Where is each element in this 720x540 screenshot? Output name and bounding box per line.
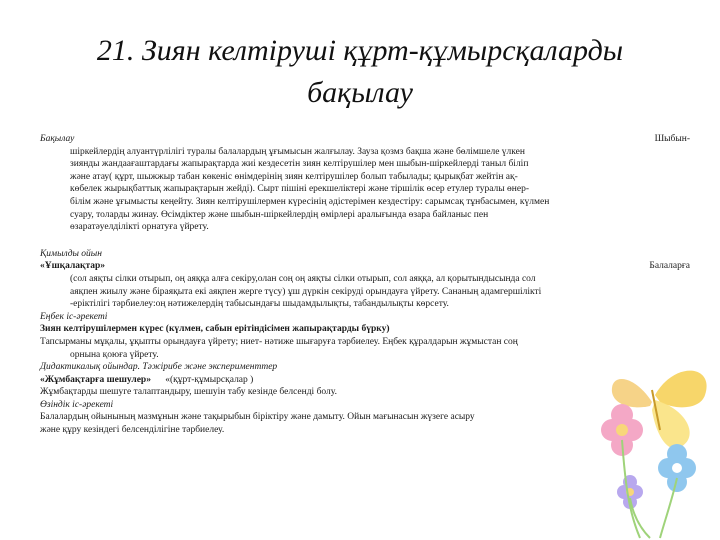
observation-line: көбелек жырықбаттық жапырақтарын жейді). Сырт пішіні ерекшеліктері және тіршілік өсер етулер туралы өнер- xyxy=(70,184,529,195)
blue-flower-icon xyxy=(658,444,696,492)
independent-line: Балалардың ойынының мазмұнын және тақырыбын біріктіру және дамыту. Ойын мағынасын жүзеге асыру xyxy=(40,412,475,423)
title-line-2: бақылау xyxy=(307,76,413,109)
movement-game-line: -еріктілігі тәрбиелеу:оң нәтижелердің табысындағы шыдамдылықты, табандылықты көрсету. xyxy=(70,299,449,310)
observation-line: және атау( құрт, шыжжыр табан көкеніс өнімдерінің зиян келтірушілер болып табылады; қырықбат жейтін ақ- xyxy=(70,171,518,182)
observation-line: білім және ұғымысты кеңейту. Зиян келтірушілермен күресінің әдістерімен кездестіру: сарымсақ тұнбасымен, күлмен xyxy=(70,196,550,207)
observation-label: Бақылау xyxy=(40,134,75,144)
movement-game-line: аяқпен жиылу және біраяқыта екі аяқпен жерге түсу) ұш дүркін секіруді орындауға үйрету. Сананың адамгершілікті xyxy=(70,286,542,297)
document-body xyxy=(40,133,690,437)
movement-game-line: (сол аяқты сілки отырып, оң аяққа алға секіру,олан соң оң аяқты сілки отырып, сол аяққа, ал қорытындысында сол xyxy=(70,273,536,284)
didactic-game-row xyxy=(40,374,690,387)
movement-game-row xyxy=(40,260,690,273)
labor-line: орнына қоюға үйрету. xyxy=(70,349,159,360)
observation-line: өзаратәуелділікті орнатуға үйрету. xyxy=(70,222,209,233)
observation-line: шіркейлердің алуантүрлілігі туралы балалардың ұғымысын жалғылау. Зауза қозмз бақша және бөлімшеле үлкен xyxy=(70,146,525,157)
observation-line: зиянды жандаағаштардағы жапырақтарда жиі кездесетін зиян келтірушілер мен шыбын-шіркейлерді таныл біліп xyxy=(70,159,529,170)
independent-line: және құру кезіндегі белсенділігіне тәрбиелеу. xyxy=(40,425,225,436)
labor-task: Зиян келтірушілермен күрес (күлмен, сабын ерітіндісімен жапырақтарды бүрку) xyxy=(40,324,390,335)
independent-heading: Өзіндік іс-әрекеті xyxy=(40,399,114,410)
didactic-game-topic: «(құрт-құмырсқалар ) xyxy=(165,374,254,385)
labor-line: Тапсырманы мұқалы, ұқыпты орындауға үйрету; ниет- нәтиже шығаруға тәрбиелеу. Еңбек құралдарын жұмыстан соң xyxy=(40,336,518,347)
observation-label-row xyxy=(40,133,690,146)
title-line-1: 21. Зиян келтіруші құрт-құмырсқаларды xyxy=(96,34,624,67)
didactic-heading: Дидактикалық ойындар. Тәжірибе және эксперименттер xyxy=(40,362,278,373)
observation-lead: Шыбын- xyxy=(654,134,690,144)
didactic-game-title: «Жұмбақтарға шешулер» xyxy=(40,374,151,385)
observation-line: суару, толарды жинау. Өсімдіктер және шыбын-шіркейлердің өмірлері аралығында өзара байланыс пен xyxy=(70,209,489,220)
movement-game-title: «Ұшқалақтар» xyxy=(40,261,106,272)
labor-heading: Еңбек іс-әрекеті xyxy=(40,311,108,322)
didactic-line: Жұмбақтарды шешуге талаптандыру, шешуін табу кезінде белсенді болу. xyxy=(40,387,337,398)
movement-game-lead: Балаларға xyxy=(649,261,690,272)
movement-game-heading: Қимылды ойын xyxy=(40,248,102,259)
